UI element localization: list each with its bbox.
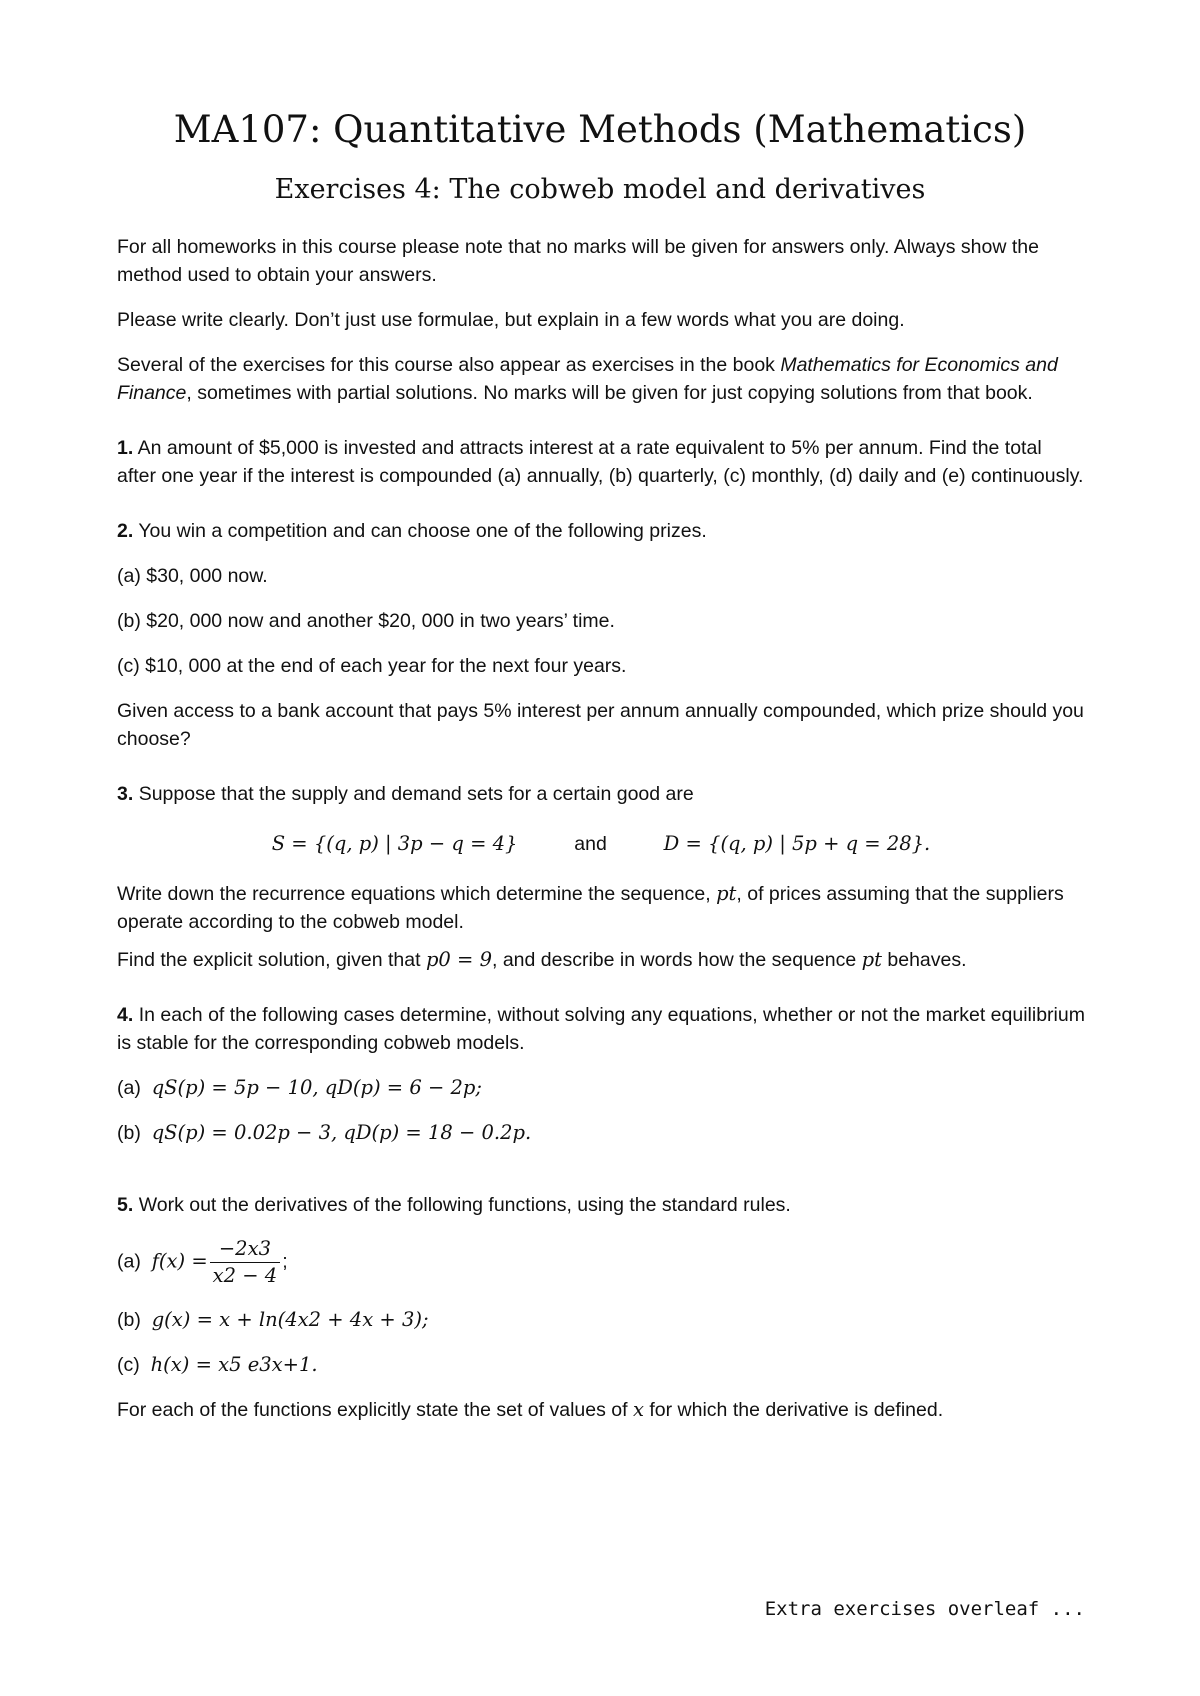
math-expr: h(x) = x5 e3x+1. — [150, 1353, 318, 1376]
intro-paragraph-1: For all homeworks in this course please note that no marks will be given for answers only. Always show the method used to obtain your answers. — [117, 236, 1039, 286]
intro-paragraph-3 — [117, 351, 1085, 407]
question-text: , of prices assuming that the suppliers operate according to the cobweb model. — [117, 883, 1064, 933]
prize-option-c: (c) $10, 000 at the end of each year for the next four years. — [117, 655, 627, 677]
math-expr: qS(p) = 5p − 10, qD(p) = 6 − 2p; — [151, 1076, 482, 1099]
question-text: Work out the derivatives of the following functions, using the standard rules. — [138, 1194, 791, 1216]
question-text: For each of the functions explicitly state the set of values of — [117, 1399, 633, 1421]
question-4 — [117, 1001, 1085, 1057]
fraction-denominator: x2 − 4 — [212, 1264, 278, 1287]
question-number: 4. — [117, 1004, 134, 1026]
part-label: (a) — [117, 1077, 141, 1099]
fraction-numerator: −2x3 — [210, 1236, 281, 1263]
demand-set: D = {(q, p) | 5p + q = 28}. — [663, 832, 931, 855]
math-var: pt — [716, 882, 737, 905]
part-label: (c) — [117, 1354, 140, 1376]
question-5 — [117, 1191, 1085, 1219]
question-3 — [117, 780, 1085, 808]
math-var: x — [632, 1398, 644, 1421]
question-3-part-1 — [117, 880, 1085, 936]
document-body — [117, 233, 1085, 1424]
question-4-part-a — [117, 1074, 1085, 1102]
question-text: for which the derivative is defined. — [643, 1399, 944, 1421]
fraction — [210, 1236, 281, 1289]
prize-option-b: (b) $20, 000 now and another $20, 000 in two years’ time. — [117, 610, 615, 632]
question-text: Suppose that the supply and demand sets for a certain good are — [138, 783, 694, 805]
question-5-closing — [117, 1396, 1085, 1424]
question-5-part-b — [117, 1306, 1085, 1334]
part-label: (b) — [117, 1309, 141, 1331]
question-text: Write down the recurrence equations which determine the sequence, — [117, 883, 717, 905]
and-label: and — [574, 833, 607, 855]
question-number: 5. — [117, 1194, 134, 1216]
question-number: 2. — [117, 520, 134, 542]
math-expr: qS(p) = 0.02p − 3, qD(p) = 18 − 0.2p. — [151, 1121, 532, 1144]
supply-set: S = {(q, p) | 3p − q = 4} — [271, 832, 518, 855]
question-4-part-b — [117, 1119, 1085, 1147]
intro-text: , sometimes with partial solutions. No marks will be given for just copying solutions from that book. — [186, 382, 1033, 404]
question-2-closing: Given access to a bank account that pays 5% interest per annum annually compounded, which prize should you choose? — [117, 700, 1084, 750]
page-subtitle: Exercises 4: The cobweb model and derivatives — [274, 174, 926, 205]
math-expr: f(x) = — [151, 1249, 208, 1273]
footer-note: Extra exercises overleaf ... — [764, 1598, 1085, 1620]
question-2 — [117, 517, 1085, 545]
part-label: (b) — [117, 1122, 141, 1144]
question-text: You win a competition and can choose one of the following prizes. — [138, 520, 707, 542]
supply-demand-equation — [117, 830, 1085, 858]
math-expr: g(x) = x + ln(4x2 + 4x + 3); — [151, 1308, 429, 1331]
question-number: 1. — [117, 437, 134, 459]
book-title: Mathematics for Economics and Finance — [117, 354, 1058, 404]
question-3-part-2 — [117, 946, 1085, 974]
question-text: behaves. — [881, 949, 967, 971]
intro-text: Several of the exercises for this course also appear as exercises in the book — [117, 354, 781, 376]
question-5-part-c — [117, 1351, 1085, 1379]
math-var: pt — [861, 948, 882, 971]
question-number: 3. — [117, 783, 134, 805]
intro-paragraph-2: Please write clearly. Don’t just use formulae, but explain in a few words what you are doing. — [117, 309, 905, 331]
prize-option-a: (a) $30, 000 now. — [117, 565, 268, 587]
question-5-part-a — [117, 1236, 1085, 1289]
question-text: , and describe in words how the sequence — [491, 949, 862, 971]
question-text: An amount of $5,000 is invested and attracts interest at a rate equivalent to 5% per annum. Find the total after one year if the interest is compounded (a) annually, (b) quarterly, (c) monthly, (d) daily and (e) continuously. — [117, 437, 1084, 487]
page-title: MA107: Quantitative Methods (Mathematics) — [173, 108, 1027, 151]
question-1 — [117, 434, 1085, 490]
punctuation: ; — [282, 1250, 288, 1273]
part-label: (a) — [117, 1250, 141, 1273]
question-text: Find the explicit solution, given that — [117, 949, 426, 971]
question-text: In each of the following cases determine, without solving any equations, whether or not the market equilibrium is stable for the corresponding cobweb models. — [117, 1004, 1085, 1054]
math-expr: p0 = 9 — [425, 948, 492, 971]
